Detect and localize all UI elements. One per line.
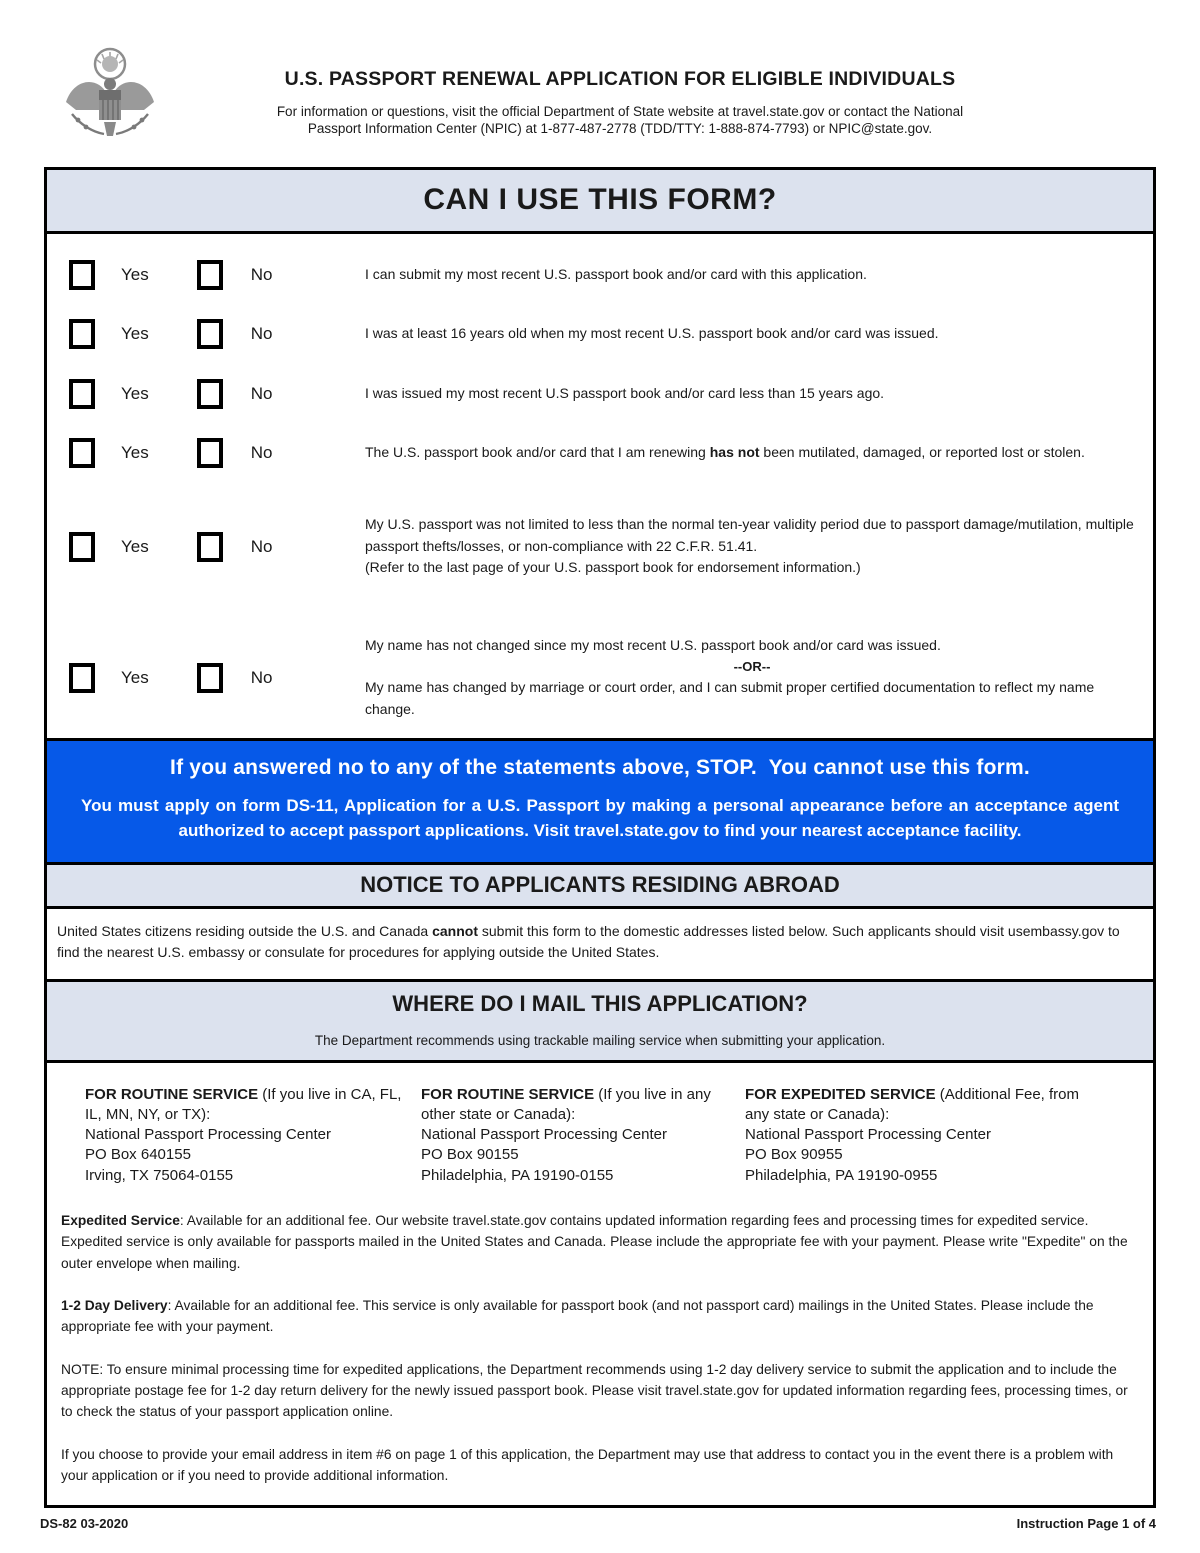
stop-headline: If you answered no to any of the statements above, STOP. You cannot use this form. [170,756,1030,780]
form-header [44,40,1156,157]
expedited-service-paragraph: Expedited Service: Available for an additional fee. Our website travel.state.gov contains updated information regarding fees and processing times for expedited service. Expedited service is only available for passports mailed in the United States and Canada. Please include the appropriate fee with your payment. Please write "Expedite" on the outer envelope when mailing. [61,1212,1128,1271]
eligibility-row-1 [69,260,1147,290]
instruction-table [44,167,1156,1508]
no-label: No [250,536,273,556]
yes-label: Yes [121,265,149,284]
statement-text-3: I was issued my most recent U.S passport book and/or card less than 15 years ago. [365,385,885,402]
trackable-mail-recommendation: The Department recommends using trackable mailing service when submitting your application. [314,1032,886,1048]
eligibility-row-2 [69,319,1147,349]
no-checkbox-4[interactable] [197,438,223,468]
no-label: No [250,667,273,687]
statement-text-1: I can submit my most recent U.S. passport book and/or card with this application. [365,266,867,283]
mailing-addresses [61,1077,1139,1186]
header-subtitle-line1: For information or questions, visit the official Department of State website at travel.state.gov or contact the National [276,104,964,119]
yes-label: Yes [121,536,149,556]
no-checkbox-3[interactable] [197,379,223,409]
yes-label: Yes [121,384,149,403]
note-paragraph: NOTE: To ensure minimal processing time for expedited applications, the Department recommends using 1-2 day delivery service to submit the application and to include the appropriate postage fee for 1-2 day return delivery for the newly issued passport book. Please visit travel.state.gov for updated information regarding fees, processing times, or to check the status of your passport application online. [61,1361,1128,1420]
notice-abroad-header: NOTICE TO APPLICANTS RESIDING ABROAD [47,865,1153,909]
yes-label: Yes [121,324,149,343]
page-footer [40,1516,1156,1531]
yes-checkbox-5[interactable] [69,532,95,562]
yes-label: Yes [121,443,149,462]
mail-application-header [47,982,1153,1063]
great-seal-icon [44,40,194,157]
statement-text-5: My U.S. passport was not limited to less than the normal ten-year validity period due to passport damage/mutilation, multiple passport thefts/losses, or non-compliance with 22 C.F.R. 51.41. (Refer to the last page of your U.S. passport book for endorsement information.) [365,516,1134,576]
eligibility-row-6 [69,635,1147,720]
page-title: U.S. PASSPORT RENEWAL APPLICATION FOR ELIGIBLE INDIVIDUALS [284,68,956,90]
page-number-label: Instruction Page 1 of 4 [1016,1516,1156,1531]
email-note-paragraph: If you choose to provide your email address in item #6 on page 1 of this application, the Department may use that address to contact you in the event there is a problem with your application or if you need to provide additional information. [61,1446,1114,1484]
yes-checkbox-2[interactable] [69,319,95,349]
yes-checkbox-3[interactable] [69,379,95,409]
yes-checkbox-6[interactable] [69,663,95,693]
header-subtitle-line2: Passport Information Center (NPIC) at 1-877-487-2778 (TDD/TTY: 1-888-874-7793) or NPIC@state.gov. [307,121,933,136]
delivery-paragraph: 1-2 Day Delivery: Available for an additional fee. This service is only available for passport book (and not passport card) mailings in the United States. Please include the appropriate fee with your payment. [61,1297,1094,1335]
routine-service-address-1: FOR ROUTINE SERVICE (If you live in CA, FL, IL, MN, NY, or TX): National Passport Processing Center PO Box 640155 Irving, TX 75064-0155 [85,1085,402,1184]
statement-text-6: My name has not changed since my most recent U.S. passport book and/or card was issued. --OR-- My name has changed by marriage or court order, and I can submit proper certified documentation to reflect my name change. [365,635,1147,720]
yes-checkbox-4[interactable] [69,438,95,468]
eligibility-statements [47,234,1153,741]
no-label: No [250,324,273,343]
can-i-use-this-form-header: CAN I USE THIS FORM? [47,170,1153,234]
eligibility-row-5 [69,514,1147,579]
or-separator: --OR-- [733,658,771,674]
no-label: No [250,384,273,403]
eligibility-row-4 [69,438,1147,468]
routine-service-address-2: FOR ROUTINE SERVICE (If you live in any other state or Canada): National Passport Processing Center PO Box 90155 Philadelphia, PA 19190-0155 [421,1085,711,1184]
yes-checkbox-1[interactable] [69,260,95,290]
no-checkbox-1[interactable] [197,260,223,290]
stop-warning-banner [47,741,1153,864]
yes-label: Yes [121,667,149,687]
statement-text-4: The U.S. passport book and/or card that I am renewing has not been mutilated, damaged, or reported lost or stolen. [365,444,1085,461]
stop-body: You must apply on form DS-11, Application for a U.S. Passport by making a personal appearance before an acceptance agent authorized to accept passport applications. Visit travel.state.gov to find your nearest acceptance facility. [81,796,1119,840]
statement-text-2: I was at least 16 years old when my most recent U.S. passport book and/or card was issued. [365,325,939,342]
form-number: DS-82 03-2020 [40,1516,129,1531]
no-checkbox-2[interactable] [197,319,223,349]
mail-application-title: WHERE DO I MAIL THIS APPLICATION? [392,990,808,1016]
eligibility-row-3 [69,379,1147,409]
no-label: No [250,443,273,462]
no-label: No [250,265,273,284]
no-checkbox-6[interactable] [197,663,223,693]
no-checkbox-5[interactable] [197,532,223,562]
expedited-service-address: FOR EXPEDITED SERVICE (Additional Fee, from any state or Canada): National Passport Processing Center PO Box 90955 Philadelphia, PA 19190-0955 [745,1085,1080,1184]
notice-abroad-body: United States citizens residing outside the U.S. and Canada cannot submit this form to the domestic addresses listed below. Such applicants should visit usembassy.gov to find the nearest U.S. embassy or consulate for procedures for applying outside the United States. [47,909,1153,982]
mailing-section [47,1063,1153,1505]
